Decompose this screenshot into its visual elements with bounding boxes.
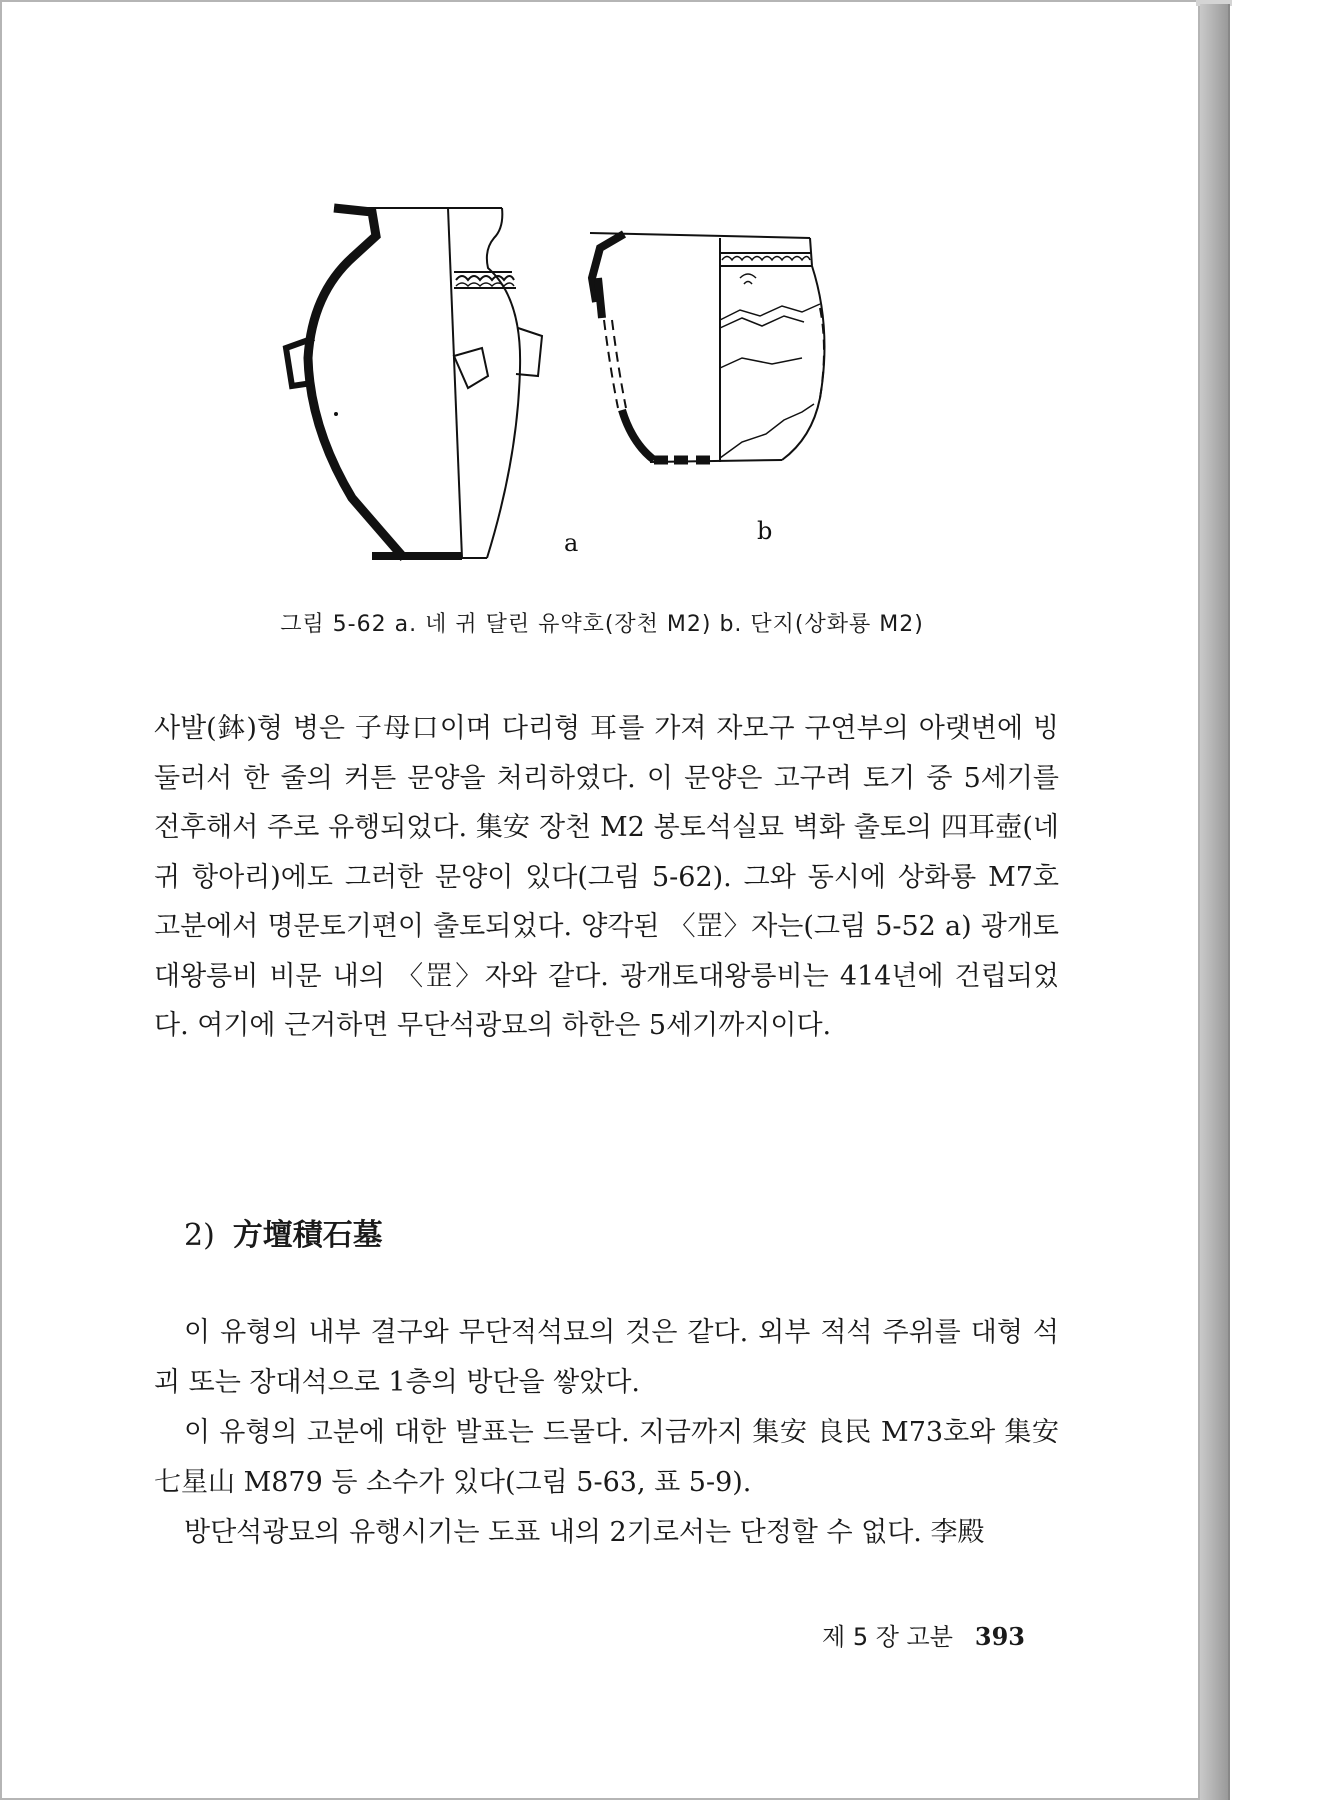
figure-label-a: a xyxy=(564,529,579,557)
figure-label-b: b xyxy=(757,517,773,545)
section-title: 方壇積石墓 xyxy=(232,1218,383,1253)
paragraph-4: 방단석광묘의 유행시기는 도표 내의 2기로서는 단정할 수 없다. 李殿 xyxy=(184,1517,985,1548)
pottery-drawing xyxy=(272,198,972,578)
vessel-a xyxy=(286,208,542,558)
page-number: 393 xyxy=(974,1622,1026,1651)
page-edge-shadow xyxy=(1200,4,1230,1800)
figure-caption: 그림 5-62 a. 네 귀 달린 유약호(장천 M2) b. 단지(상화룡 M2) xyxy=(280,612,924,637)
vessel-b xyxy=(590,233,825,462)
chapter-label: 제 5 장 고분 xyxy=(822,1623,953,1651)
section-number: 2) xyxy=(184,1218,215,1253)
paragraph-3: 이 유형의 고분에 대한 발표는 드물다. 지금까지 集安 良民 M73호와 集安 七星山 M879 등 소수가 있다(그림 5-63, 표 5-9). xyxy=(154,1417,1059,1498)
paragraph-2: 이 유형의 내부 결구와 무단적석묘의 것은 같다. 외부 적석 주위를 대형 석괴 또는 장대석으로 1층의 방단을 쌓았다. xyxy=(154,1317,1059,1398)
page-footer xyxy=(822,1617,1025,1652)
paragraph-1: 사발(鉢)형 병은 子母口이며 다리형 耳를 가져 자모구 구연부의 아랫변에 빙 둘러서 한 줄의 커튼 문양을 처리하였다. 이 문양은 고구려 토기 중 5세기를 전후해서 주로 유행되었다. 集安 장천 M2 봉토석실묘 벽화 출토의 四耳壺(네 귀 항아리)에도 그러한 문양이 있다(그림 5-62). 그와 동시에 상화룡 M7호 고분에서 명문토기편이 출토되었다. 양각된 〈罡〉자는(그림 5-52 a) 광개토대왕릉비 비문 내의 〈罡〉자와 같다. 광개토대왕릉비는 414년에 건립되었다. 여기에 근거하면 무단석광묘의 하한은 5세기까지이다. xyxy=(154,713,1059,1041)
section-heading xyxy=(184,1210,383,1254)
pottery-figure xyxy=(272,198,972,578)
